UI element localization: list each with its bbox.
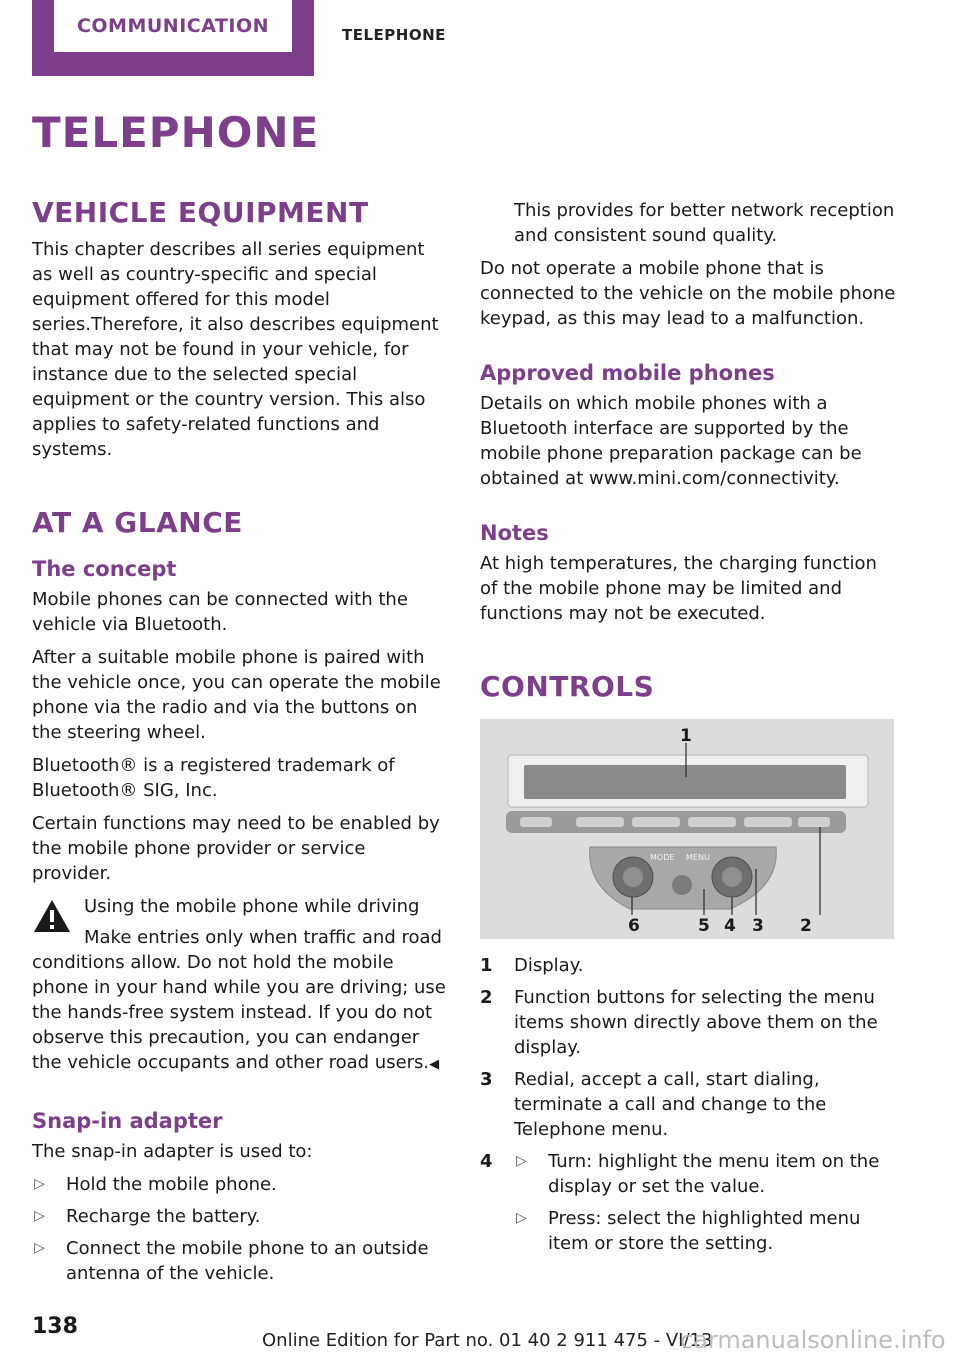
callout-number: 5 (698, 916, 710, 936)
snap-in-heading: Snap-in adapter (32, 1109, 223, 1133)
at-a-glance-heading: AT A GLANCE (32, 506, 243, 539)
notes-heading: Notes (480, 521, 549, 545)
warning-box (32, 894, 448, 1077)
warning-title: Using the mobile phone while driving (84, 896, 420, 917)
snap-in-list (32, 1172, 448, 1286)
legend-number: 3 (480, 1069, 493, 1090)
triangle-bullet-icon: ▷ (34, 1176, 45, 1192)
concept-paragraph: Mobile phones can be connected with the vehicle via Bluetooth. (32, 589, 408, 635)
callout-number: 3 (752, 916, 764, 936)
legend-item: 1 Display. (480, 955, 584, 976)
warning-triangle-icon (32, 898, 72, 934)
list-item: ▷ Turn: highlight the menu item on the display or set the value. (516, 1151, 880, 1197)
approved-phones-body: Details on which mobile phones with a Bluetooth interface are supported by the mobile phone preparation package can be obtained at www.mini.com/connectivity. (480, 393, 862, 489)
legend-item (480, 1149, 896, 1256)
mode-button-label: MODE (650, 853, 675, 862)
legend-number: 4 (480, 1151, 493, 1172)
concept-paragraph: Bluetooth® is a registered trademark of Bluetooth® SIG, Inc. (32, 755, 395, 801)
legend-number: 2 (480, 987, 493, 1008)
watermark: carmanualsonline.info (680, 1326, 946, 1354)
triangle-bullet-icon: ▷ (516, 1210, 527, 1226)
display-screen (524, 765, 846, 799)
radio-controls-illustration (480, 719, 894, 939)
controls-legend (480, 953, 896, 1256)
vehicle-equipment-body: This chapter describes all series equipment as well as country-specific and special equipment offered for this model series.Therefore, it also describes equipment that may not be found in your vehicle, for instance due to the selected special equipment or the country version. This also applies to safety-related functions and systems. (32, 239, 439, 460)
callout-number: 6 (628, 916, 640, 936)
triangle-bullet-icon: ▷ (34, 1240, 45, 1256)
left-column (32, 196, 448, 1293)
concept-paragraph: Certain functions may need to be enabled by the mobile phone provider or service provider. (32, 813, 440, 884)
right-column (480, 198, 896, 1263)
triangle-bullet-icon: ▷ (516, 1153, 527, 1169)
snap-in-continued: This provides for better network reception and consistent sound quality. (514, 200, 895, 246)
header-tab (32, 0, 314, 76)
snap-in-intro: The snap-in adapter is used to: (32, 1141, 313, 1162)
legend-sublist (514, 1149, 896, 1256)
vehicle-equipment-heading: VEHICLE EQUIPMENT (32, 196, 369, 229)
end-mark-icon: ◀ (429, 1057, 440, 1072)
list-item: ▷ Press: select the highlighted menu item or store the setting. (516, 1208, 861, 1254)
list-item: ▷ Hold the mobile phone. (34, 1174, 277, 1195)
callout-number: 4 (724, 916, 736, 936)
list-item: ▷ Recharge the battery. (34, 1206, 261, 1227)
header-tab-label: COMMUNICATION (54, 0, 292, 52)
controls-figure (480, 719, 894, 939)
approved-phones-heading: Approved mobile phones (480, 361, 775, 385)
footer-edition: Online Edition for Part no. 01 40 2 911 475 - VI/13 (262, 1330, 713, 1351)
menu-button-label: MENU (686, 853, 710, 862)
notes-body: At high temperatures, the charging function of the mobile phone may be limited and functions may not be executed. (480, 553, 877, 624)
header-section-label: TELEPHONE (342, 26, 446, 44)
snap-in-note: Do not operate a mobile phone that is connected to the vehicle on the mobile phone keypad, as this may lead to a malfunction. (480, 258, 896, 329)
legend-number: 1 (480, 955, 493, 976)
list-item: ▷ Connect the mobile phone to an outside antenna of the vehicle. (34, 1238, 429, 1284)
controls-heading: CONTROLS (480, 670, 655, 703)
concept-heading: The concept (32, 557, 177, 581)
warning-body: Make entries only when traffic and road conditions allow. Do not hold the mobile phone in your hand while you are driving; use the hands-free system instead. If you do not observe this precaution, you can endanger the vehicle occupants and other road users. (32, 927, 446, 1073)
page-title: TELEPHONE (32, 108, 320, 157)
triangle-bullet-icon: ▷ (34, 1208, 45, 1224)
legend-item: 2 Function buttons for selecting the menu items shown directly above them on the display. (480, 987, 878, 1058)
callout-number: 2 (800, 916, 812, 936)
concept-paragraph: After a suitable mobile phone is paired with the vehicle once, you can operate the mobile phone via the radio and via the buttons on the steering wheel. (32, 647, 441, 743)
page-number: 138 (32, 1314, 78, 1339)
callout-number: 1 (680, 726, 692, 746)
legend-item: 3 Redial, accept a call, start dialing, terminate a call and change to the Telephone menu. (480, 1069, 827, 1140)
